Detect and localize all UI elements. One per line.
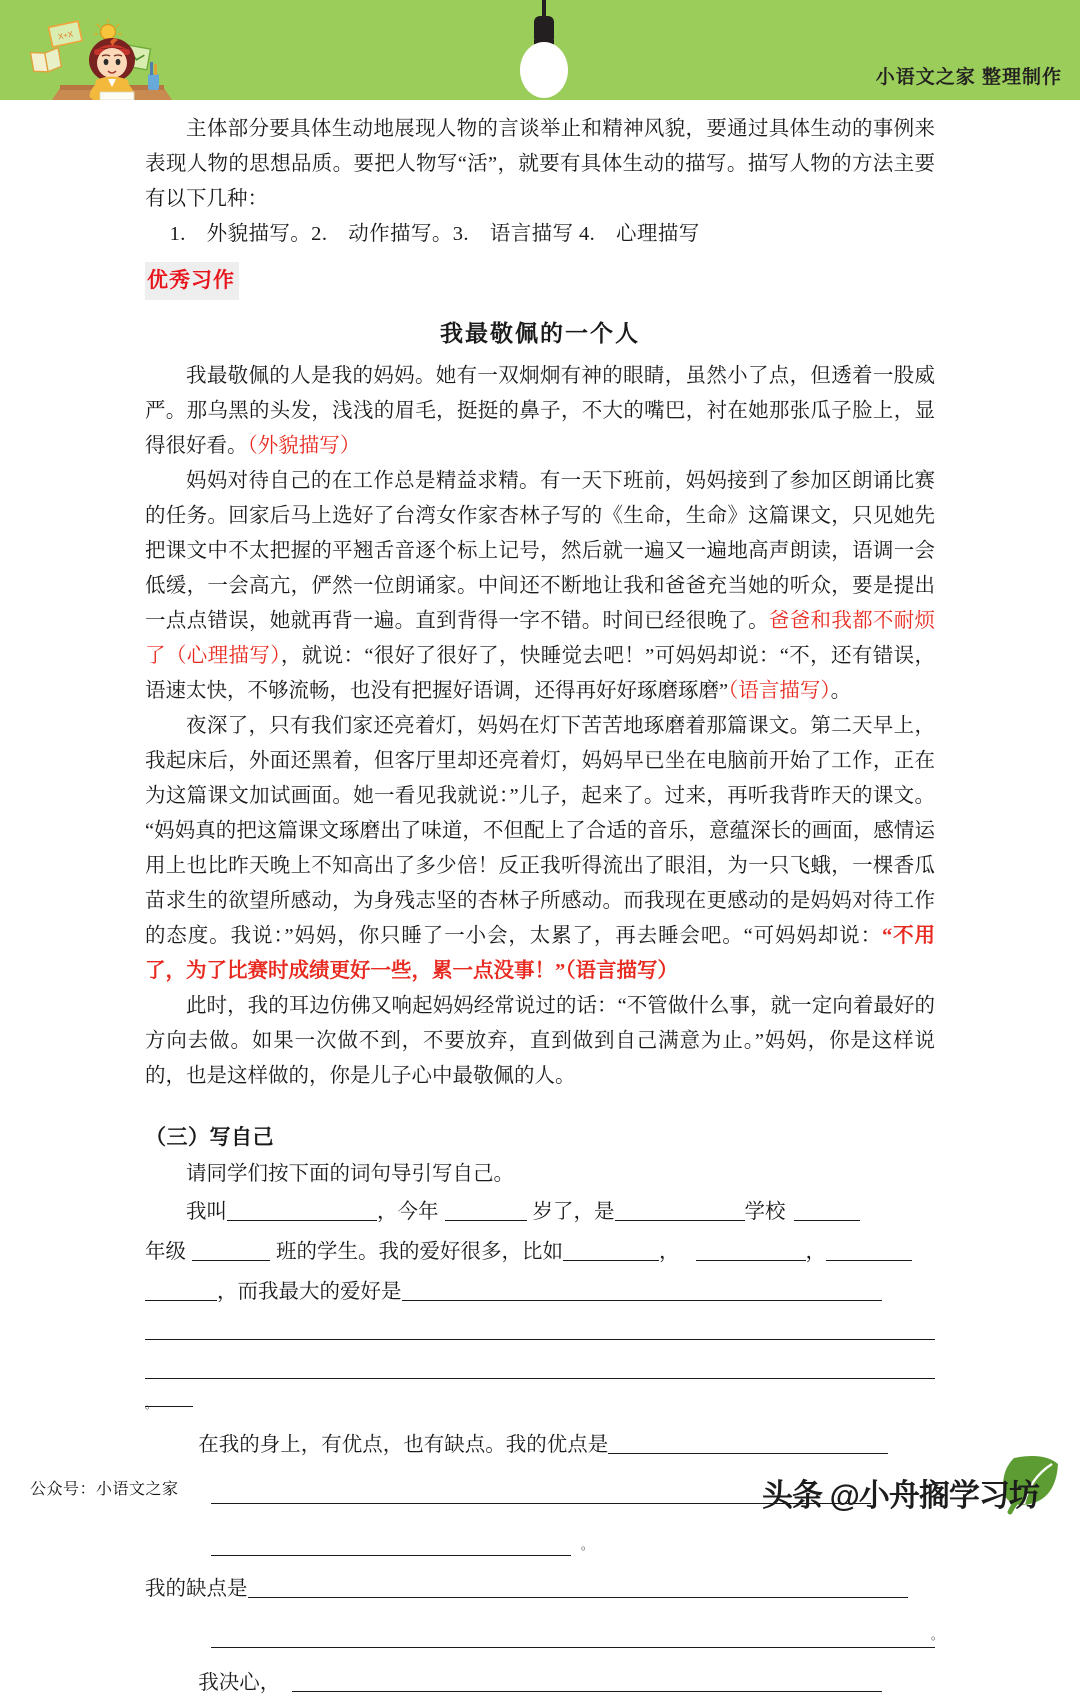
header-banner: [0, 0, 1080, 100]
exercise-heading: （三）写自己: [145, 1125, 274, 1149]
blank-weakness-1[interactable]: [248, 1575, 908, 1598]
blank-grade[interactable]: [794, 1198, 860, 1221]
label-this-year: ，今年: [377, 1201, 439, 1223]
period-mark-2: 。: [581, 1538, 594, 1552]
annotation-language-2: “不用了，为了比赛时成绩更好一些，累一点没事！”（语言描写）: [145, 925, 935, 982]
essay-paragraph-4: [145, 989, 935, 1094]
annotation-language: （语言描写）: [728, 680, 831, 702]
intro-paragraph: 主体部分要具体生动地展现人物的言谈举止和精神风貌，要通过具体生动的事例来表现人物的思想品质。要把人物写“活”，就要有具体生动的描写。描写人物的方法主要有以下几种：: [145, 118, 935, 210]
blank-resolve[interactable]: [292, 1669, 882, 1692]
weakness-fill-block: [145, 1569, 943, 1659]
official-account-label: 公众号：小语文之家: [30, 1481, 179, 1498]
blank-class[interactable]: [192, 1238, 270, 1261]
annotation-psychology: 爸爸和我都不耐烦了（心理描写）: [145, 610, 936, 667]
essay-run-text: ，就说：“很好了很好了，快睡觉去吧！”可妈妈却说：“不，还有错误，语速太快，不够流畅，也没有把握好语调，还得再好好琢磨琢磨”: [145, 645, 935, 702]
essay-paragraph-2: [145, 464, 935, 709]
label-school: 学校: [744, 1201, 786, 1223]
annotation-appearance: （外貌描写）: [247, 435, 361, 457]
period-mark-1: 。: [145, 1397, 158, 1411]
period-mark-3: 。: [930, 1628, 943, 1642]
hanging-lightbulb-icon: [489, 0, 599, 100]
blank-school[interactable]: [615, 1198, 745, 1221]
blank-hobby-3[interactable]: [826, 1238, 912, 1261]
essay-run-text: 夜深了，只有我们家还亮着灯，妈妈在灯下苦苦地琢磨着那篇课文。第二天早上，我起床后，外面还黑着，但客厅里却还亮着灯，妈妈早已坐在电脑前开始了工作，正在为这篇课文加试画面。她一看见我就说：”儿子，起来了。过来，再听我背昨天的课文。“妈妈真的把这篇课文琢磨出了味道，不但配上了合适的音乐，意蕴深长的画面，感情运用上也比昨天晚上不知高出了多少倍！反正我听得流出了眼泪，为一只飞蛾，一棵香瓜苗求生的欲望所感动，为身残志坚的杏林子所感动。而我现在更感动的是妈妈对待工作的态度。我说：”妈妈，你只睡了一小会，太累了，再去睡会吧。“可妈妈却说：: [145, 715, 935, 947]
label-weakness: 我的缺点是: [145, 1578, 248, 1600]
description-methods-line: 1. 外貌描写。2. 动作描写。3. 语言描写 4. 心理描写: [169, 223, 700, 245]
self-intro-fill-block: [145, 1192, 935, 1423]
blank-biggest-hobby[interactable]: [402, 1278, 882, 1301]
blank-line-full-1[interactable]: [145, 1339, 935, 1340]
essay-run-text: 妈妈对待自己的在工作总是精益求精。有一天下班前，妈妈接到了参加区朗诵比赛的任务。回家后马上选好了台湾女作家杏林子写的《生命，生命》这篇课文，只见她先把课文中不太把握的平翘舌音逐个标上记号，然后就一遍又一遍地高声朗读，语调一会低缓，一会高亢，俨然一位朗诵家。中间还不断地让我和爸爸充当她的听众，要是提出一点点错误，她就再背一遍。直到背得一字不错。时间已经很晚了。: [145, 470, 935, 632]
excellent-work-label: 优秀习作: [145, 262, 239, 300]
essay-run-text: 我最敬佩的人是我的妈妈。她有一双炯炯有神的眼睛，虽然小了点，但透着一股威严。那乌黑的头发，浅浅的眉毛，挺挺的鼻子，不大的嘴巴，衬在她那张瓜子脸上，显得很好看。: [145, 365, 935, 457]
essay-title: 我最敬佩的一个人: [440, 321, 640, 346]
label-grade: 年级: [145, 1241, 186, 1263]
blank-line-full-2[interactable]: [145, 1378, 935, 1379]
essay-paragraph-3: [145, 709, 935, 989]
label-comma-2: ，: [805, 1241, 826, 1263]
label-years-old: 岁了，是: [532, 1201, 615, 1223]
svg-text:X+X: X+X: [57, 29, 75, 42]
blank-hobby-4[interactable]: [145, 1278, 217, 1301]
blank-strengths-3[interactable]: [211, 1533, 571, 1556]
label-strengths: 在我的身上，有优点，也有缺点。我的优点是: [198, 1434, 609, 1456]
watermark-text: 头条 @小舟搁学习坊: [762, 1478, 1039, 1513]
blank-hobby-2[interactable]: [696, 1238, 806, 1261]
exercise-instruction: 请同学们按下面的词句导引写自己。: [186, 1163, 514, 1185]
label-biggest-hobby: ，而我最大的爱好是: [217, 1281, 402, 1303]
girl-studying-illustration: [22, 0, 202, 100]
banner-credit-text: 小语文之家 整理制作: [875, 67, 1062, 88]
essay-run-text: 此时，我的耳边仿佛又响起妈妈经常说过的话：“不管做什么事，就一定向着最好的方向去做。如果一次做不到，不要放弃，直到做到自己满意为止。”妈妈，你是这样说的，也是这样做的，你是儿子心中最敬佩的人。: [145, 995, 935, 1087]
essay-paragraph-1: [145, 359, 935, 464]
page-footer: [0, 1440, 1080, 1528]
label-my-name: 我叫: [186, 1201, 227, 1223]
label-resolve: 我决心，: [198, 1672, 281, 1694]
essay-run-text: 。: [830, 680, 852, 702]
blank-name[interactable]: [227, 1198, 377, 1221]
label-class-student: 班的学生。我的爱好很多，比如: [276, 1241, 563, 1263]
resolve-fill-block: [145, 1663, 935, 1703]
blank-line-short-1[interactable]: [145, 1384, 193, 1411]
blank-weakness-2[interactable]: [211, 1625, 935, 1648]
label-comma-1: ，: [659, 1241, 680, 1263]
toutiao-watermark: [762, 1454, 1062, 1520]
blank-age[interactable]: [445, 1198, 527, 1221]
blank-hobby-1[interactable]: [563, 1238, 659, 1261]
